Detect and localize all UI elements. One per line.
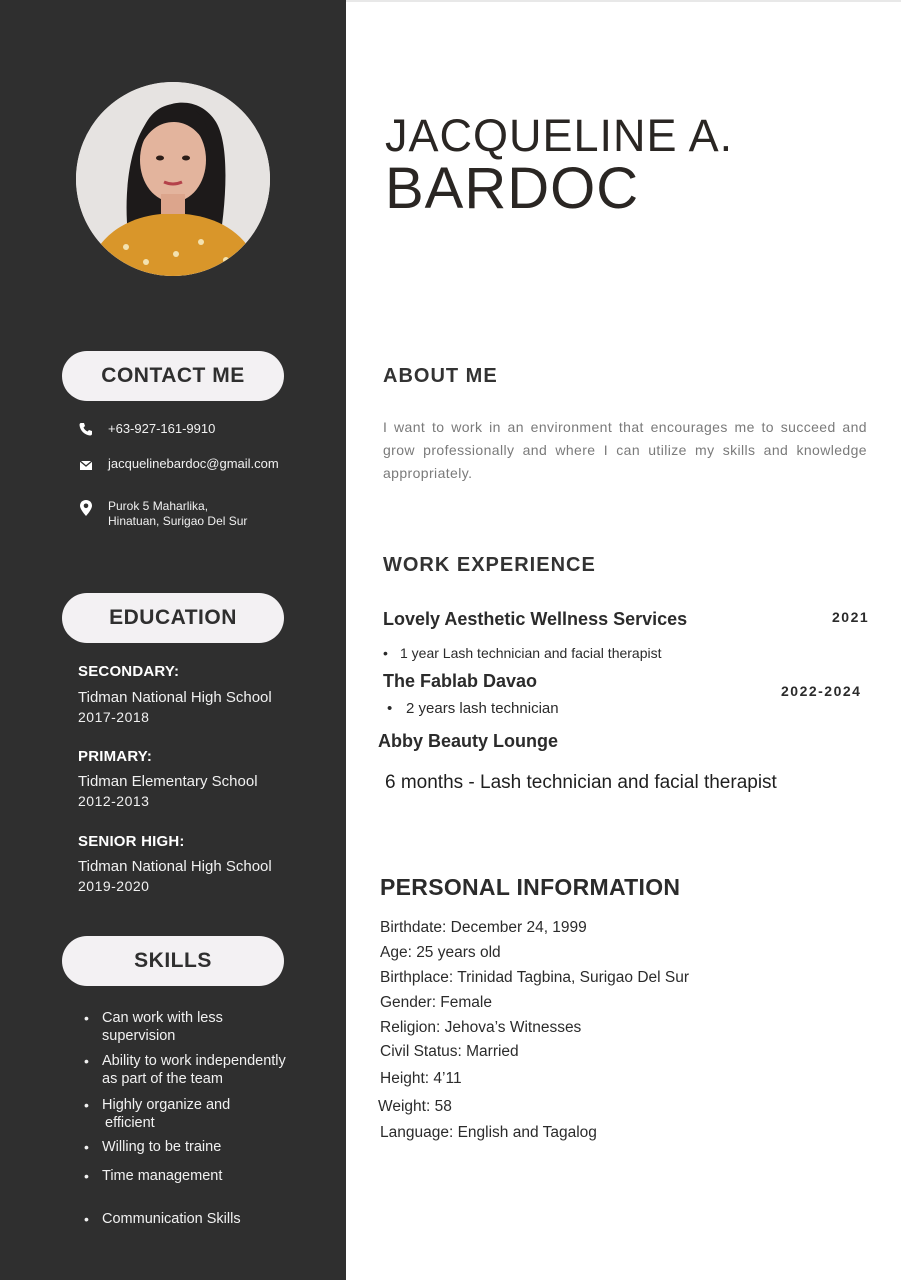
personal-info-line: Civil Status: Married	[380, 1043, 519, 1060]
personal-info-line: Age: 25 years old	[380, 944, 501, 961]
skill-item: • Communication Skills	[84, 1211, 241, 1227]
job-detail: 6 months - Lash technician and facial therapist	[385, 772, 777, 793]
personal-info-line: Birthdate: December 24, 1999	[380, 919, 587, 936]
address-line-2: Hinatuan, Surigao Del Sur	[108, 514, 248, 528]
about-heading: ABOUT ME	[383, 365, 498, 387]
email-address: jacquelinebardoc@gmail.com	[108, 456, 279, 471]
personal-info-line: Religion: Jehova’s Witnesses	[380, 1019, 582, 1036]
job-company: The Fablab Davao	[383, 671, 538, 691]
job-company: Lovely Aesthetic Wellness Services	[383, 609, 688, 629]
personal-info-line: Height: 4’11	[380, 1070, 462, 1087]
contact-heading: CONTACT ME	[62, 351, 284, 401]
personal-info-line: Language: English and Tagalog	[380, 1124, 597, 1141]
edu-school-senior-high: Tidman National High School	[78, 858, 272, 875]
edu-years-senior-high: 2019-2020	[78, 878, 150, 894]
personal-info-line: Birthplace: Trinidad Tagbina, Surigao Del Sur	[380, 969, 690, 986]
job-detail: • 1 year Lash technician and facial therapist	[383, 645, 662, 661]
edu-school-secondary: Tidman National High School	[78, 689, 272, 706]
name-first-line: JACQUELINE A.	[385, 110, 734, 161]
personal-info-line: Gender: Female	[380, 994, 492, 1011]
skill-item: • Ability to work independently as part of the team	[84, 1053, 286, 1087]
address-line-1: Purok 5 Maharlika,	[108, 499, 209, 513]
skill-item: • Willing to be traine	[84, 1139, 222, 1155]
job-detail: • 2 years lash technician	[387, 700, 559, 717]
job-company: Abby Beauty Lounge	[378, 731, 559, 751]
education-heading: EDUCATION	[62, 593, 284, 643]
name-last-line: BARDOC	[385, 156, 640, 221]
personal-info-line: Weight: 58	[378, 1098, 452, 1115]
edu-label-primary: PRIMARY:	[78, 748, 153, 765]
sidebar	[0, 0, 346, 1280]
phone-number: +63-927-161-9910	[108, 421, 216, 436]
phone-icon	[78, 421, 96, 437]
skills-heading: SKILLS	[62, 936, 284, 986]
contact-phone[interactable]	[78, 421, 215, 437]
job-year: 2022-2024	[781, 683, 862, 699]
profile-photo	[76, 82, 270, 276]
contact-address	[78, 499, 247, 529]
skill-item: • Can work with less supervision	[84, 1010, 223, 1044]
skill-item: • Highly organize and efficient	[84, 1097, 231, 1131]
location-pin-icon	[78, 499, 96, 515]
edu-school-primary: Tidman Elementary School	[78, 773, 258, 790]
contact-email[interactable]	[78, 456, 279, 472]
mail-icon	[78, 456, 96, 472]
edu-label-senior-high: SENIOR HIGH:	[78, 833, 185, 850]
edu-years-secondary: 2017-2018	[78, 709, 150, 725]
personal-info-heading: PERSONAL INFORMATION	[380, 874, 681, 900]
edu-label-secondary: SECONDARY:	[78, 663, 180, 680]
skill-item: • Time management	[84, 1168, 223, 1184]
work-heading: WORK EXPERIENCE	[383, 554, 596, 576]
about-text: I want to work in an environment that encourages me to succeed and grow professionally and where I can utilize my skills and knowledge appropriately.	[383, 419, 867, 481]
job-year: 2021	[832, 609, 870, 625]
edu-years-primary: 2012-2013	[78, 793, 150, 809]
